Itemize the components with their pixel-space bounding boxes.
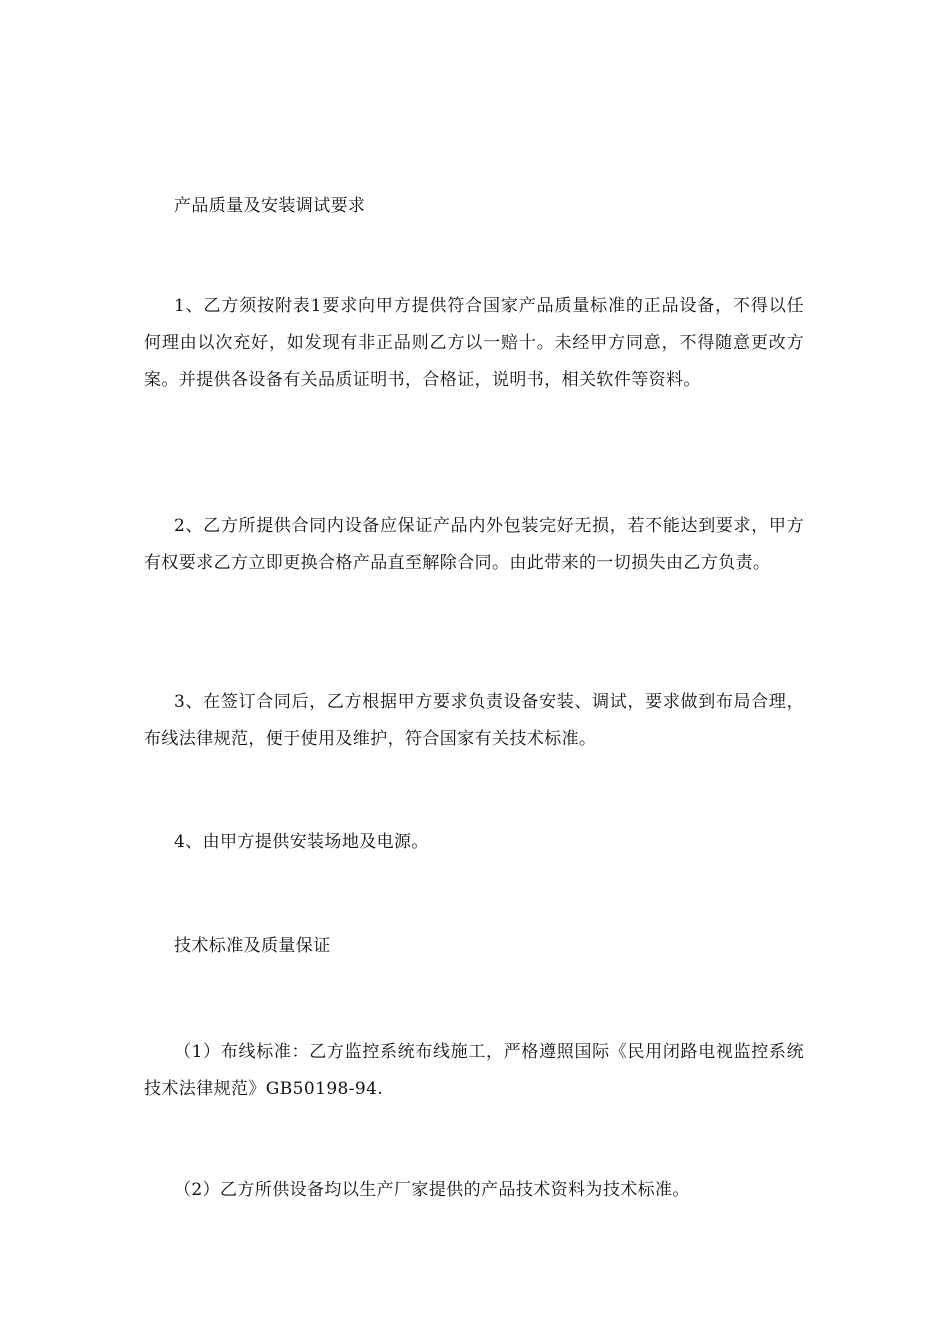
section-title-quality-installation: 产品质量及安装调试要求 [174, 196, 366, 216]
clause-4: 4、由甲方提供安装场地及电源。 [174, 832, 429, 852]
clause-3: 3、在签订合同后，乙方根据甲方要求负责设备安装、调试，要求做到布局合理，布线法律规范，便于使用及维护，符合国家有关技术标准。 [144, 692, 804, 749]
standard-item-2: （2）乙方所供设备均以生产厂家提供的产品技术资料为技术标准。 [174, 1180, 690, 1200]
standard-item-1: （1）布线标准：乙方监控系统布线施工，严格遵照国际《民用闭路电视监控系统技术法律规范》GB50198-94. [144, 1042, 804, 1099]
clause-2: 2、乙方所提供合同内设备应保证产品内外包装完好无损，若不能达到要求，甲方有权要求乙方立即更换合格产品直至解除合同。由此带来的一切损失由乙方负责。 [144, 516, 804, 573]
clause-1: 1、乙方须按附表1要求向甲方提供符合国家产品质量标准的正品设备，不得以任何理由以次充好，如发现有非正品则乙方以一赔十。未经甲方同意，不得随意更改方案。并提供各设备有关品质证明书，合格证，说明书，相关软件等资料。 [144, 296, 804, 390]
section-title-technical-standards: 技术标准及质量保证 [174, 936, 331, 956]
